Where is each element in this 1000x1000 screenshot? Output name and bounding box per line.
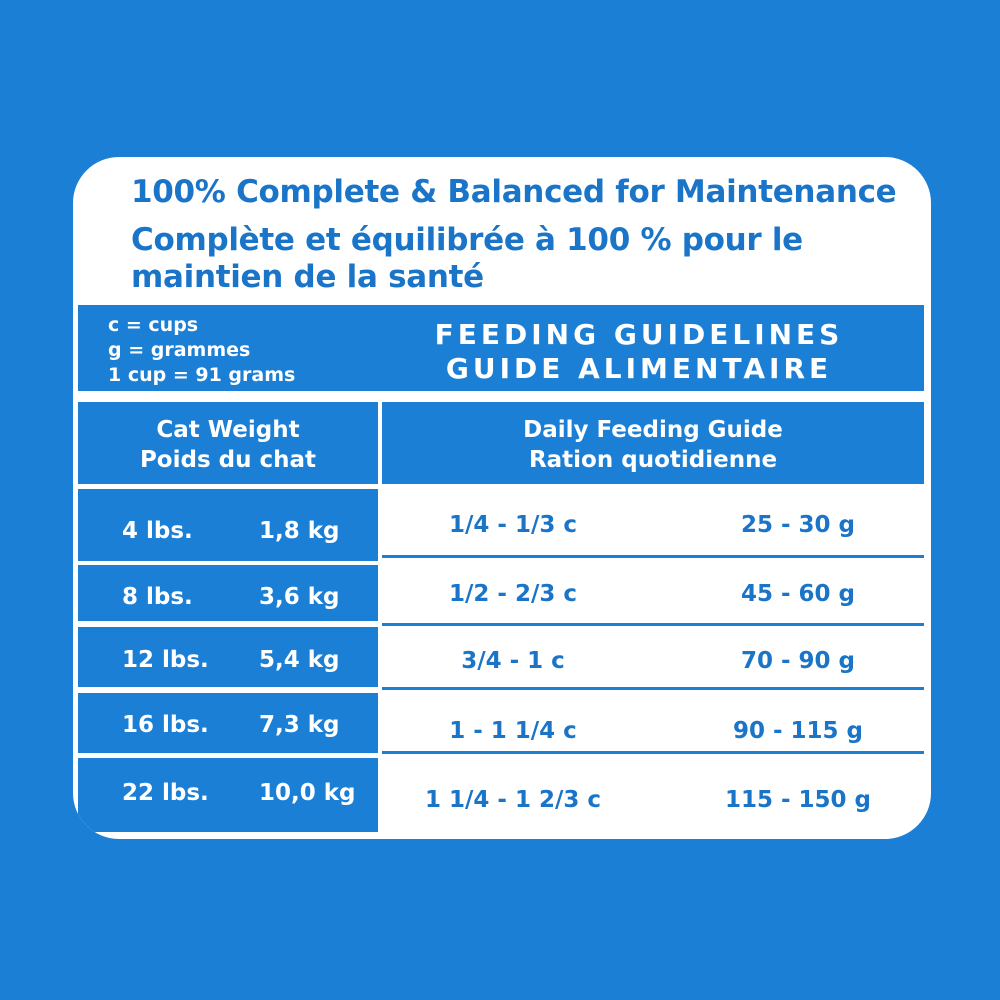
guidelines-title-fr: GUIDE ALIMENTAIRE: [445, 352, 833, 385]
weight-kg: 3,6 kg: [259, 584, 340, 610]
weight-cell: [78, 565, 378, 621]
cups-amount: 1 1/4 - 1 2/3 c: [424, 787, 602, 813]
weight-cell: [78, 627, 378, 687]
weight-lbs: 12 lbs.: [122, 647, 209, 673]
weight-kg: 5,4 kg: [259, 647, 340, 673]
weight-cell: [78, 489, 378, 561]
cat-weight-header-fr: Poids du chat: [139, 447, 317, 473]
guidelines-title-en: FEEDING GUIDELINES: [434, 318, 844, 351]
weight-lbs: 22 lbs.: [122, 780, 209, 806]
cups-amount: 1/2 - 2/3 c: [448, 581, 578, 607]
weight-lbs: 8 lbs.: [122, 584, 193, 610]
row-divider: [382, 687, 924, 690]
unit-legend: [108, 313, 295, 388]
grams-amount: 115 - 150 g: [724, 787, 872, 813]
guidelines-banner: [78, 305, 924, 391]
title-french-line1: Complète et équilibrée à 100 % pour le: [131, 222, 803, 258]
unit-cups: c = cups: [108, 314, 199, 336]
weight-cell: [78, 693, 378, 753]
cups-amount: 3/4 - 1 c: [461, 648, 565, 674]
cat-weight-header-en: Cat Weight: [156, 417, 300, 443]
weight-kg: 10,0 kg: [259, 780, 356, 806]
weight-lbs: 4 lbs.: [122, 518, 193, 544]
cups-amount: 1 - 1 1/4 c: [449, 718, 577, 744]
row-divider: [382, 555, 924, 558]
cat-weight-header: [78, 402, 378, 484]
title-english: 100% Complete & Balanced for Maintenance: [131, 174, 897, 210]
grams-amount: 70 - 90 g: [740, 648, 856, 674]
unit-grams: g = grammes: [108, 339, 251, 361]
grams-amount: 45 - 60 g: [740, 581, 856, 607]
title-french-line2: maintien de la santé: [131, 259, 484, 295]
unit-conversion: 1 cup = 91 grams: [108, 364, 296, 386]
feeding-guide-panel: [73, 157, 931, 839]
row-divider: [382, 751, 924, 754]
weight-cell: [78, 758, 378, 832]
daily-feeding-header-en: Daily Feeding Guide: [523, 417, 783, 443]
row-divider: [382, 623, 924, 626]
weight-kg: 1,8 kg: [259, 518, 340, 544]
grams-amount: 25 - 30 g: [740, 512, 856, 538]
grams-amount: 90 - 115 g: [732, 718, 864, 744]
cups-amount: 1/4 - 1/3 c: [448, 512, 578, 538]
daily-feeding-header: [382, 402, 924, 484]
weight-kg: 7,3 kg: [259, 712, 340, 738]
weight-lbs: 16 lbs.: [122, 712, 209, 738]
daily-feeding-header-fr: Ration quotidienne: [528, 447, 778, 473]
